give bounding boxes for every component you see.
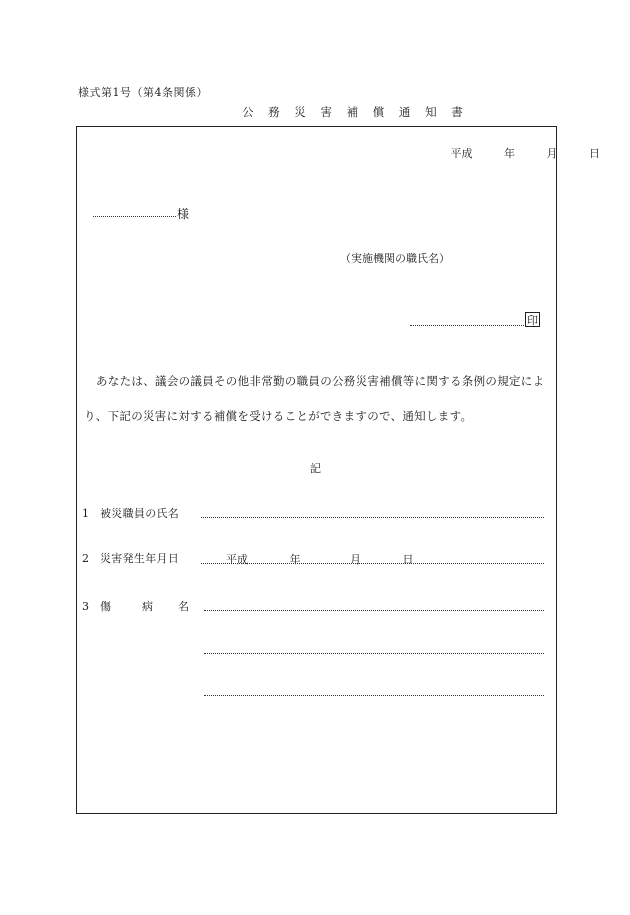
incident-date-month-unit: 月 <box>350 553 361 566</box>
item-number: 1 <box>82 507 90 520</box>
incident-date-line[interactable] <box>201 563 544 564</box>
incident-date-year-unit: 年 <box>289 553 301 566</box>
issuer-label: （実施機関の職氏名） <box>340 252 450 265</box>
item-label-text: 災害発生年月日 <box>100 552 180 565</box>
item-incident-date-label <box>82 550 179 566</box>
date-year-unit: 年 <box>504 147 515 160</box>
item-victim-name-label <box>82 505 179 521</box>
incident-date-day-unit: 日 <box>402 553 414 566</box>
date-era: 平成 <box>450 147 473 160</box>
date-month-unit: 月 <box>546 147 558 160</box>
item-number: 3 <box>82 600 90 613</box>
injury-label-char-1: 傷 <box>100 600 112 613</box>
notice-line-2: り、下記の災害に対する補償を受けることができますので、通知します。 <box>84 409 473 423</box>
document-title: 公 務 災 害 補 償 通 知 書 <box>242 105 469 119</box>
date-day-unit: 日 <box>589 147 600 160</box>
record-heading: 記 <box>310 462 321 475</box>
notice-line-1: あなたは、議会の議員その他非常勤の職員の公務災害補償等に関する条例の規定によ <box>96 374 545 388</box>
issuer-name-line[interactable] <box>410 325 524 326</box>
injury-name-line-1[interactable] <box>204 610 544 611</box>
injury-name-line-2[interactable] <box>204 653 544 654</box>
addressee-name-line[interactable] <box>93 216 176 217</box>
form-number: 様式第1号（第4条関係） <box>78 86 208 99</box>
seal-mark: 印 <box>527 314 538 327</box>
addressee-suffix: 様 <box>177 207 190 221</box>
injury-label-char-2: 病 <box>142 600 154 613</box>
incident-date-value <box>226 551 414 567</box>
item-injury-name-label <box>82 598 189 614</box>
incident-date-era: 平成 <box>226 553 248 566</box>
item-label-text: 被災職員の氏名 <box>100 507 180 520</box>
victim-name-line[interactable] <box>201 517 544 518</box>
injury-label-char-3: 名 <box>178 600 190 613</box>
item-number: 2 <box>82 552 90 565</box>
issue-date <box>451 145 601 161</box>
injury-name-line-3[interactable] <box>204 695 544 696</box>
